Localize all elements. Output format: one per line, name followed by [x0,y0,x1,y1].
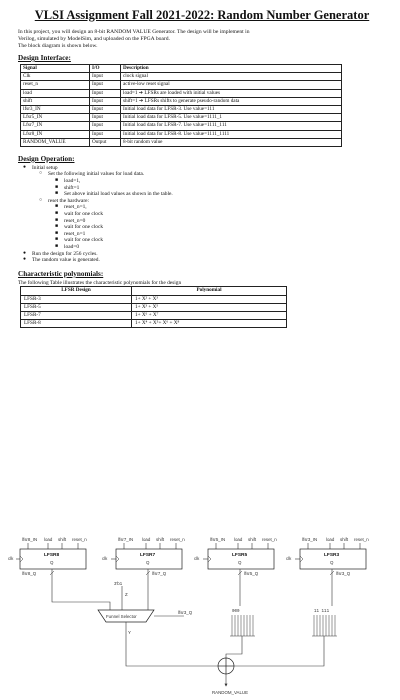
list-item-text: reset_n=0 [64,217,86,224]
description-cell: Initial load data for LFSR-3. Use value=111 [121,105,342,113]
list-item-text: load=0 [64,244,80,250]
block-label: LFSR7 [140,553,156,558]
bus-lines-right [314,615,335,636]
table-row [21,97,342,105]
list-item-text: wait for one clock [64,237,104,244]
intro-line-3: The block diagram is shown below. [18,43,98,49]
description-cell: shift=1 ➔ LFSRs shifts to generate pseudo-random data [121,97,342,105]
square-bullet-icon: ■ [55,244,59,249]
interface-table [20,64,342,147]
bullet-icon: ● [23,257,27,263]
q-label: Q [330,560,334,565]
intro-line-2: Verilog, simulated by ModelSim, and uploaded on the FPGA board. [18,36,170,42]
lfsr3-block [300,549,366,569]
signal-cell: load [21,89,90,97]
input-label: reset_n [170,537,185,542]
io-cell: Input [90,97,121,105]
list-item-text: Run the design for 256 cycles. [32,250,98,257]
input-label: load [234,537,243,542]
table-row [21,130,342,138]
table-row [21,320,287,328]
signal-cell: Clk [21,73,90,81]
table-row [21,122,342,130]
circle-bullet-icon: ○ [39,171,43,177]
lfsr7-block [116,549,182,569]
lfsr5-block [208,549,274,569]
output-label: lfsr3_Q [336,571,351,576]
list-item [18,198,386,205]
description-cell: 8-bit random value [121,138,342,146]
description-cell: clock signal [121,73,342,81]
input-label: load [326,537,335,542]
random-value-output-label: RANDOM_VALUE [212,690,249,695]
polynomials-intro: The following Table illustrates the characteristic polynomials for the design [18,279,182,286]
list-item [18,257,386,264]
clk-label: clk [286,556,292,561]
list-item-text: Set above initial load values as shown in the table. [64,191,173,198]
signal-cell: lfsr3_IN [21,105,90,113]
q-label: Q [146,560,150,565]
square-bullet-icon: ■ [55,230,59,236]
list-item-text: shift=1 [64,184,80,191]
table-row [21,114,342,122]
lfsr-cell: LFSR-3 [21,295,132,303]
lfsr7-group [102,537,185,579]
lfsr-cell: LFSR-5 [21,303,132,311]
list-item [18,237,386,244]
input-label: load [142,537,151,542]
output-label: lfsr5_Q [244,571,259,576]
list-item-text: Set the following initial values for load data. [48,171,145,178]
signal-cell: Lfsr5_IN [21,114,90,122]
io-cell: Output [90,138,121,146]
square-bullet-icon: ■ [55,191,59,197]
clk-label: clk [194,556,200,561]
mux-constant-label: 3'b1 [114,581,123,586]
io-cell: Input [90,89,121,97]
header-description: Description [121,65,342,73]
page-title: VLSI Assignment Fall 2021-2022: Random Number Generator [34,8,370,22]
input-label: reset_n [262,537,277,542]
intro-line-1: In this project, you will design an 8-bit RANDOM VALUE Generator. The design will be implement in [18,29,250,35]
block-diagram [8,530,390,698]
input-label: lfsr3_IN [302,537,318,542]
description-cell: load=1 ➔ LFSRs are loaded with initial values [121,89,342,97]
io-cell: Input [90,81,121,89]
io-cell: Input [90,105,121,113]
signal-cell: shift [21,97,90,105]
list-item-text: reset_n=1, [64,204,87,211]
header-polynomial: Polynomial [132,287,287,295]
design-interface-heading: Design Interface: [18,54,71,62]
lfsr-cell: LFSR-8 [21,320,132,328]
bullet-icon: ● [23,164,27,170]
io-cell: Input [90,122,121,130]
funnel-selector-group [52,579,193,635]
list-item [18,211,386,218]
polynomial-cell: 1+ X⁶ + X⁷ [132,311,287,319]
lfsr8-block [20,549,86,569]
polynomial-cell: 1+ X² + X³ [132,295,287,303]
description-cell: Initial load data for LFSR-5. Use value=1111_1 [121,114,342,122]
clk-label: clk [102,556,108,561]
header-signal: Signal [21,65,90,73]
list-item [18,244,386,251]
signal-cell: Lfsr8_IN [21,130,90,138]
list-item-text: load=1, [64,178,81,185]
table-row [21,311,287,319]
list-item [18,251,386,258]
zero-padding-label: 000 [232,610,240,614]
input-label: shift [340,537,349,542]
interface-header-row [21,65,342,73]
q-label: Q [238,560,242,565]
list-item [18,191,386,198]
table-row [21,89,342,97]
bullet-icon: ● [23,250,27,256]
block-label: LFSR8 [44,553,60,558]
lfsr5-group [194,537,277,579]
list-item-text: The random value is generated. [32,257,100,264]
list-item-text: reset the hardware: [48,197,90,204]
one-padding-label: 11 111 [314,610,330,614]
input-label: reset_n [72,537,87,542]
square-bullet-icon: ■ [55,211,59,217]
mux-output-label: Y [128,630,131,635]
polynomial-cell: 1+ X³ + X⁵ [132,303,287,311]
polynomial-table [20,286,287,328]
block-label: LFSR3 [324,553,340,558]
q-label: Q [50,560,54,565]
design-operation-heading: Design Operation: [18,154,75,163]
characteristic-polynomials-heading: Characteristic polynomials: [18,269,104,278]
input-label: shift [248,537,257,542]
list-item [18,178,386,185]
table-row [21,138,342,146]
mux-label: Funnel Selector [106,614,137,619]
io-cell: Input [90,114,121,122]
description-cell: Initial load data for LFSR-7. Use value=1111_111 [121,122,342,130]
lfsr-cell: LFSR-7 [21,311,132,319]
square-bullet-icon: ■ [55,178,59,184]
description-cell: Initial load data for LFSR-8. Use value=1111_1111 [121,130,342,138]
output-label: lfsr7_Q [152,571,167,576]
list-item-text: wait for one clock [64,224,104,231]
z-label: Z [125,592,128,597]
square-bullet-icon: ■ [55,217,59,223]
list-item [18,171,386,178]
operation-list [18,165,386,264]
table-row [21,295,287,303]
clk-label: clk [8,556,14,561]
input-label: lfsr7_IN [118,537,134,542]
polynomial-cell: 1+ X⁴ + X⁵+ X⁶ + X⁸ [132,320,287,328]
input-label: shift [58,537,67,542]
signal-cell: Lfsr7_IN [21,122,90,130]
circle-bullet-icon: ○ [39,197,43,203]
intro-paragraph [18,29,386,50]
list-item [18,185,386,192]
table-row [21,73,342,81]
io-cell: Input [90,130,121,138]
xor-combiner [126,634,324,695]
square-bullet-icon: ■ [55,237,59,243]
square-bullet-icon: ■ [55,224,59,230]
table-row [21,81,342,89]
polynomial-header-row [21,287,287,295]
description-cell: active-low reset signal [121,81,342,89]
bus-lines-left [232,615,253,636]
list-item-text: wait for one clock [64,211,104,218]
lfsr8-group [8,537,87,579]
header-io: I/O [90,65,121,73]
table-row [21,303,287,311]
input-label: lfsr8_IN [22,537,38,542]
padding-group [230,579,337,636]
signal-cell: reset_n [21,81,90,89]
output-label: lfsr8_Q [22,571,37,576]
list-item-text: reset_n=1 [64,230,86,237]
table-row [21,105,342,113]
header-lfsr-design: LFSR Design [21,287,132,295]
list-item [18,224,386,231]
input-label: lfsr5_IN [210,537,226,542]
list-item-text: Initial setup [32,164,58,171]
input-label: load [44,537,53,542]
block-label: LFSR5 [232,553,248,558]
input-label: reset_n [354,537,369,542]
lfsr3-group [286,537,369,579]
io-cell: Input [90,73,121,81]
input-label: shift [156,537,165,542]
square-bullet-icon: ■ [55,204,59,210]
lfsr3-q-label: lfsr3_Q [178,610,193,615]
square-bullet-icon: ■ [55,184,59,190]
signal-cell: RANDOM_VALUE [21,138,90,146]
